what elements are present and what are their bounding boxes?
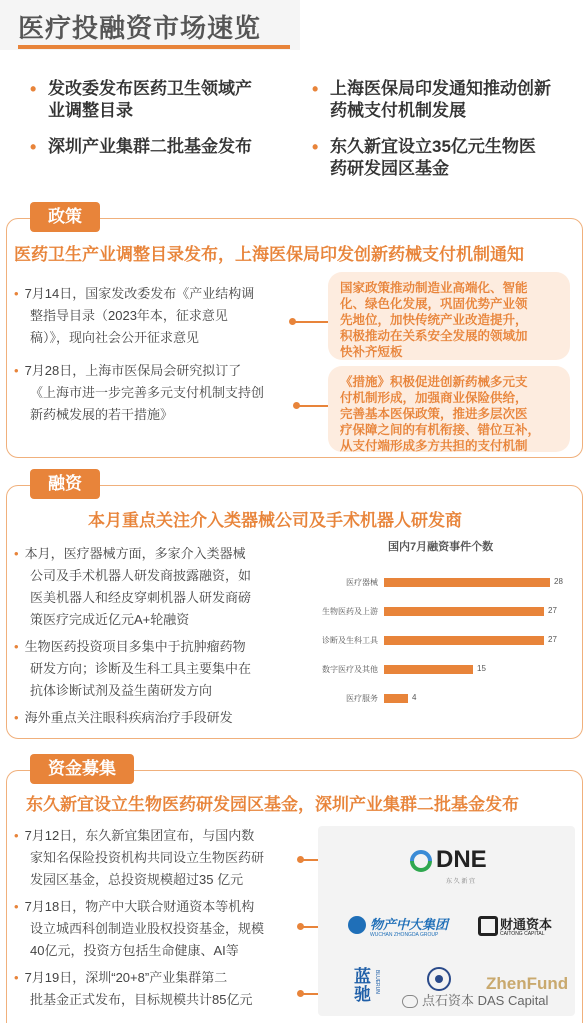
lanchi-logo: 蓝驰 BLUERUN <box>354 967 380 1004</box>
bullet-icon: • <box>30 79 37 99</box>
title-underline <box>18 45 290 49</box>
bullet-icon: • <box>312 79 319 99</box>
financing-title: 本月重点关注介入类器械公司及手术机器人研发商 <box>88 511 462 530</box>
wuchan-mark-icon <box>348 916 366 934</box>
highlight-3: • 深圳产业集群二批基金发布 <box>30 137 252 157</box>
dne-mark-icon <box>410 850 432 872</box>
chart-category-label: 数字医疗及其他 <box>322 665 378 674</box>
chart-category-label: 医疗器械 <box>346 578 378 587</box>
financing-item-3: • 海外重点关注眼科疾病治疗手段研发 <box>14 710 233 725</box>
watermark: 点石资本 DAS Capital <box>402 990 548 1009</box>
chart-bar <box>384 636 544 645</box>
connector-line <box>296 405 328 407</box>
fundraising-item-3: • 7月19日，深圳“20+8”产业集群第二 批基金正式发布，目标规模共计85亿元 <box>14 970 253 1007</box>
policy-item-2: • 7月28日，上海市医保局会研究拟订了 《上海市进一步完善多元支付机制支持创 新药械发展的若干措施》 <box>14 363 265 422</box>
policy-item-1: • 7月14日，国家发改委发布《产业结构调 整指导目录（2023年本，征求意见 稿）》，现向社会公开征求意见 <box>14 286 255 345</box>
financing-item-2: • 生物医药投资项目多集中于抗肿瘤药物 研发方向；诊断及生科工具主要集中在 抗体诊断试剂及益生菌研发方向 <box>14 639 252 698</box>
fundraising-item-2: • 7月18日，物产中大联合财通资本等机构 设立城西科创制造业股权投资基金，规模 40亿元，投资方包括生命健康、AI等 <box>14 899 265 958</box>
policy-title: 医药卫生产业调整目录发布，上海医保局印发创新药械支付机制通知 <box>14 245 524 264</box>
financing-item-1: • 本月，医疗器械方面，多家介入类器械 公司及手术机器人研发商披露融资，如 医美机器人和经皮穿刺机器人研发商磅 策医疗完成近亿元A+轮融资 <box>14 546 252 627</box>
highlight-2: • 上海医保局印发通知推动创新 药械支付机制发展 <box>312 79 551 120</box>
chart-value-label: 4 <box>412 693 417 702</box>
chart-bar <box>384 665 473 674</box>
fundraising-item-1: • 7月12日，东久新宜集团宣布，与国内数 家知名保险投资机构共同设立生物医药研 发园区基金，总投资规模超过35 亿元 <box>14 828 265 887</box>
chart-title: 国内7月融资事件个数 <box>388 541 494 553</box>
page-title: 医疗投融资市场速览 <box>18 13 262 43</box>
connector-line <box>292 321 328 323</box>
policy-note-1: 国家政策推动制造业高端化、智能 化、绿色化发展，巩固优势产业领 先地位，加快传统产业改造提升， 积极推动在关系安全发展的领域加 快补齐短板 <box>328 272 570 360</box>
policy-tag: 政策 <box>30 202 100 232</box>
wechat-icon <box>402 995 418 1008</box>
connector-dot <box>297 856 304 863</box>
bullet-icon: • <box>14 710 19 725</box>
bullet-icon: • <box>14 639 19 654</box>
chart-value-label: 27 <box>548 635 557 644</box>
connector-dot <box>293 402 300 409</box>
bullet-icon: • <box>14 970 19 985</box>
chart-category-label: 诊断及生科工具 <box>322 636 378 645</box>
fundraising-title: 东久新宜设立生物医药研发园区基金，深圳产业集群二批基金发布 <box>26 795 519 814</box>
bullet-icon: • <box>14 828 19 843</box>
bullet-icon: • <box>14 363 19 378</box>
connector-dot <box>297 990 304 997</box>
highlight-4: • 东久新宜设立35亿元生物医 药研发园区基金 <box>312 137 536 178</box>
zhenfund-logo: ZhenFund <box>486 974 569 993</box>
connector-dot <box>297 923 304 930</box>
bullet-icon: • <box>14 546 19 561</box>
highlight-1: • 发改委发布医药卫生领域产 业调整目录 <box>30 79 252 120</box>
bullet-icon: • <box>30 137 37 157</box>
financing-tag: 融资 <box>30 469 100 499</box>
connector-dot <box>289 318 296 325</box>
investor-logo-panel: DNE 东 久 新 宜 物产中大集团 WUCHAN ZHONGDA GROUP 财通资本 CAITONG CAPITAL 蓝驰 BLUERUN ZhenFund <box>318 826 575 1016</box>
chart-bar <box>384 578 550 587</box>
caitong-mark-icon <box>478 916 498 936</box>
bullet-icon: • <box>14 899 19 914</box>
chart-category-label: 生物医药及上游 <box>322 607 378 616</box>
bullet-icon: • <box>14 286 19 301</box>
chart-value-label: 27 <box>548 606 557 615</box>
chart-value-label: 15 <box>477 664 486 673</box>
chart-bar <box>384 607 544 616</box>
chart-category-label: 医疗服务 <box>346 694 378 703</box>
chart-bar <box>384 694 408 703</box>
bullet-icon: • <box>312 137 319 157</box>
chart-value-label: 28 <box>554 577 563 586</box>
fundraising-tag: 资金募集 <box>30 754 134 784</box>
policy-note-2: 《措施》积极促进创新药械多元支 付机制形成，加强商业保险供给， 完善基本医保政策，推进多层次医 疗保障之间的有机衔接、错位互补， 从支付端形成多方共担的支付机制 <box>328 366 570 452</box>
